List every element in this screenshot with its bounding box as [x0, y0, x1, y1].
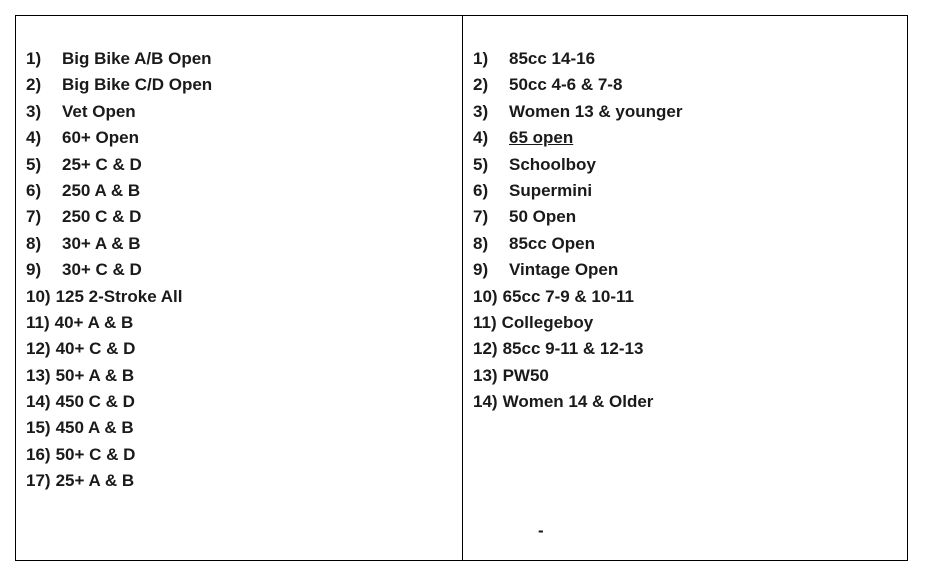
- item-number: 10): [473, 286, 498, 306]
- item-number: 5): [26, 154, 42, 174]
- item-label: 50+ C & D: [55, 444, 136, 464]
- item-number: 17): [26, 471, 51, 491]
- list-item: [26, 204, 212, 230]
- item-label: 65cc 7-9 & 10-11: [502, 286, 634, 306]
- item-label: PW50: [502, 365, 549, 385]
- list-item: [26, 152, 212, 178]
- item-number: 3): [473, 101, 489, 121]
- item-number: 5): [473, 154, 489, 174]
- item-label: Schoolboy: [509, 154, 596, 174]
- item-label: 250 A & B: [62, 180, 141, 200]
- list-item: [473, 310, 683, 336]
- item-label: 50+ A & B: [55, 365, 135, 385]
- item-number: 13): [473, 365, 498, 385]
- list-item: [473, 389, 683, 415]
- item-number: 4): [26, 128, 42, 148]
- item-number: 9): [473, 260, 489, 280]
- item-number: 12): [26, 339, 51, 359]
- item-label: Supermini: [509, 180, 593, 200]
- item-label: 85cc 14-16: [509, 49, 596, 68]
- left-column: [16, 16, 463, 560]
- item-number: 8): [26, 233, 42, 253]
- item-label: 40+ C & D: [55, 339, 136, 359]
- item-number: 6): [473, 180, 489, 200]
- list-item: [473, 125, 683, 151]
- item-number: 7): [473, 207, 489, 227]
- item-label: 450 A & B: [55, 418, 134, 438]
- item-number: 9): [26, 260, 42, 280]
- list-item: [26, 442, 212, 468]
- item-number: 12): [473, 339, 498, 359]
- list-item: [26, 178, 212, 204]
- list-item: [26, 336, 212, 362]
- item-number: 10): [26, 286, 51, 306]
- item-number: 14): [473, 392, 498, 412]
- item-number: 7): [26, 207, 42, 227]
- list-item: [26, 257, 212, 283]
- item-label: Big Bike A/B Open: [62, 49, 212, 68]
- list-item: [26, 363, 212, 389]
- item-number: 11): [473, 312, 497, 332]
- item-label: 85cc 9-11 & 12-13: [502, 339, 644, 359]
- item-number: 1): [26, 49, 42, 68]
- item-label: 25+ C & D: [62, 154, 142, 174]
- item-number: 15): [26, 418, 51, 438]
- item-label: 30+ C & D: [62, 260, 142, 280]
- list-item: [473, 178, 683, 204]
- list-item: [26, 415, 212, 441]
- item-label: Vet Open: [62, 101, 136, 121]
- list-item: [473, 204, 683, 230]
- item-number: 13): [26, 365, 51, 385]
- item-label: 250 C & D: [62, 207, 142, 227]
- list-item: [473, 99, 683, 125]
- list-item: [473, 152, 683, 178]
- item-label: 30+ A & B: [62, 233, 141, 253]
- item-label: 125 2-Stroke All: [55, 286, 183, 306]
- list-item: [26, 284, 212, 310]
- item-number: 11): [26, 312, 50, 332]
- item-number: 4): [473, 128, 489, 148]
- list-item: [473, 284, 683, 310]
- item-label: 450 C & D: [55, 392, 135, 412]
- item-number: 3): [26, 101, 42, 121]
- left-race-list: [26, 46, 212, 495]
- right-column: [463, 16, 907, 560]
- list-item: [473, 72, 683, 98]
- list-item: [26, 231, 212, 257]
- list-item: [26, 72, 212, 98]
- item-label: Women 14 & Older: [502, 392, 654, 412]
- item-label: 50cc 4-6 & 7-8: [509, 75, 623, 95]
- item-label: 25+ A & B: [55, 471, 135, 491]
- item-label: 60+ Open: [62, 128, 140, 148]
- list-item: [473, 231, 683, 257]
- item-label: 85cc Open: [509, 233, 595, 253]
- item-label: Vintage Open: [509, 260, 619, 280]
- list-item: [26, 310, 212, 336]
- list-item: [26, 99, 212, 125]
- item-label: Big Bike C/D Open: [62, 75, 213, 95]
- item-number: 14): [26, 392, 51, 412]
- race-order-table: [15, 15, 908, 561]
- item-number: 6): [26, 180, 42, 200]
- list-item: [26, 389, 212, 415]
- list-item: [473, 363, 683, 389]
- item-number: 8): [473, 233, 489, 253]
- item-label: Collegeboy: [501, 312, 594, 332]
- item-label: 65 open: [509, 128, 574, 148]
- list-item: [26, 468, 212, 494]
- item-number: 1): [473, 49, 489, 68]
- item-label: Women 13 & younger: [509, 101, 683, 121]
- item-label: 50 Open: [509, 207, 577, 227]
- list-item: [473, 257, 683, 283]
- list-item: [26, 46, 212, 72]
- list-item: [26, 125, 212, 151]
- item-number: 2): [26, 75, 42, 95]
- item-number: 16): [26, 444, 51, 464]
- trailing-dash: -: [538, 521, 544, 540]
- item-number: 2): [473, 75, 489, 95]
- item-label: 40+ A & B: [54, 312, 134, 332]
- list-item: [473, 46, 683, 72]
- list-item: [473, 336, 683, 362]
- right-race-list: [473, 46, 683, 415]
